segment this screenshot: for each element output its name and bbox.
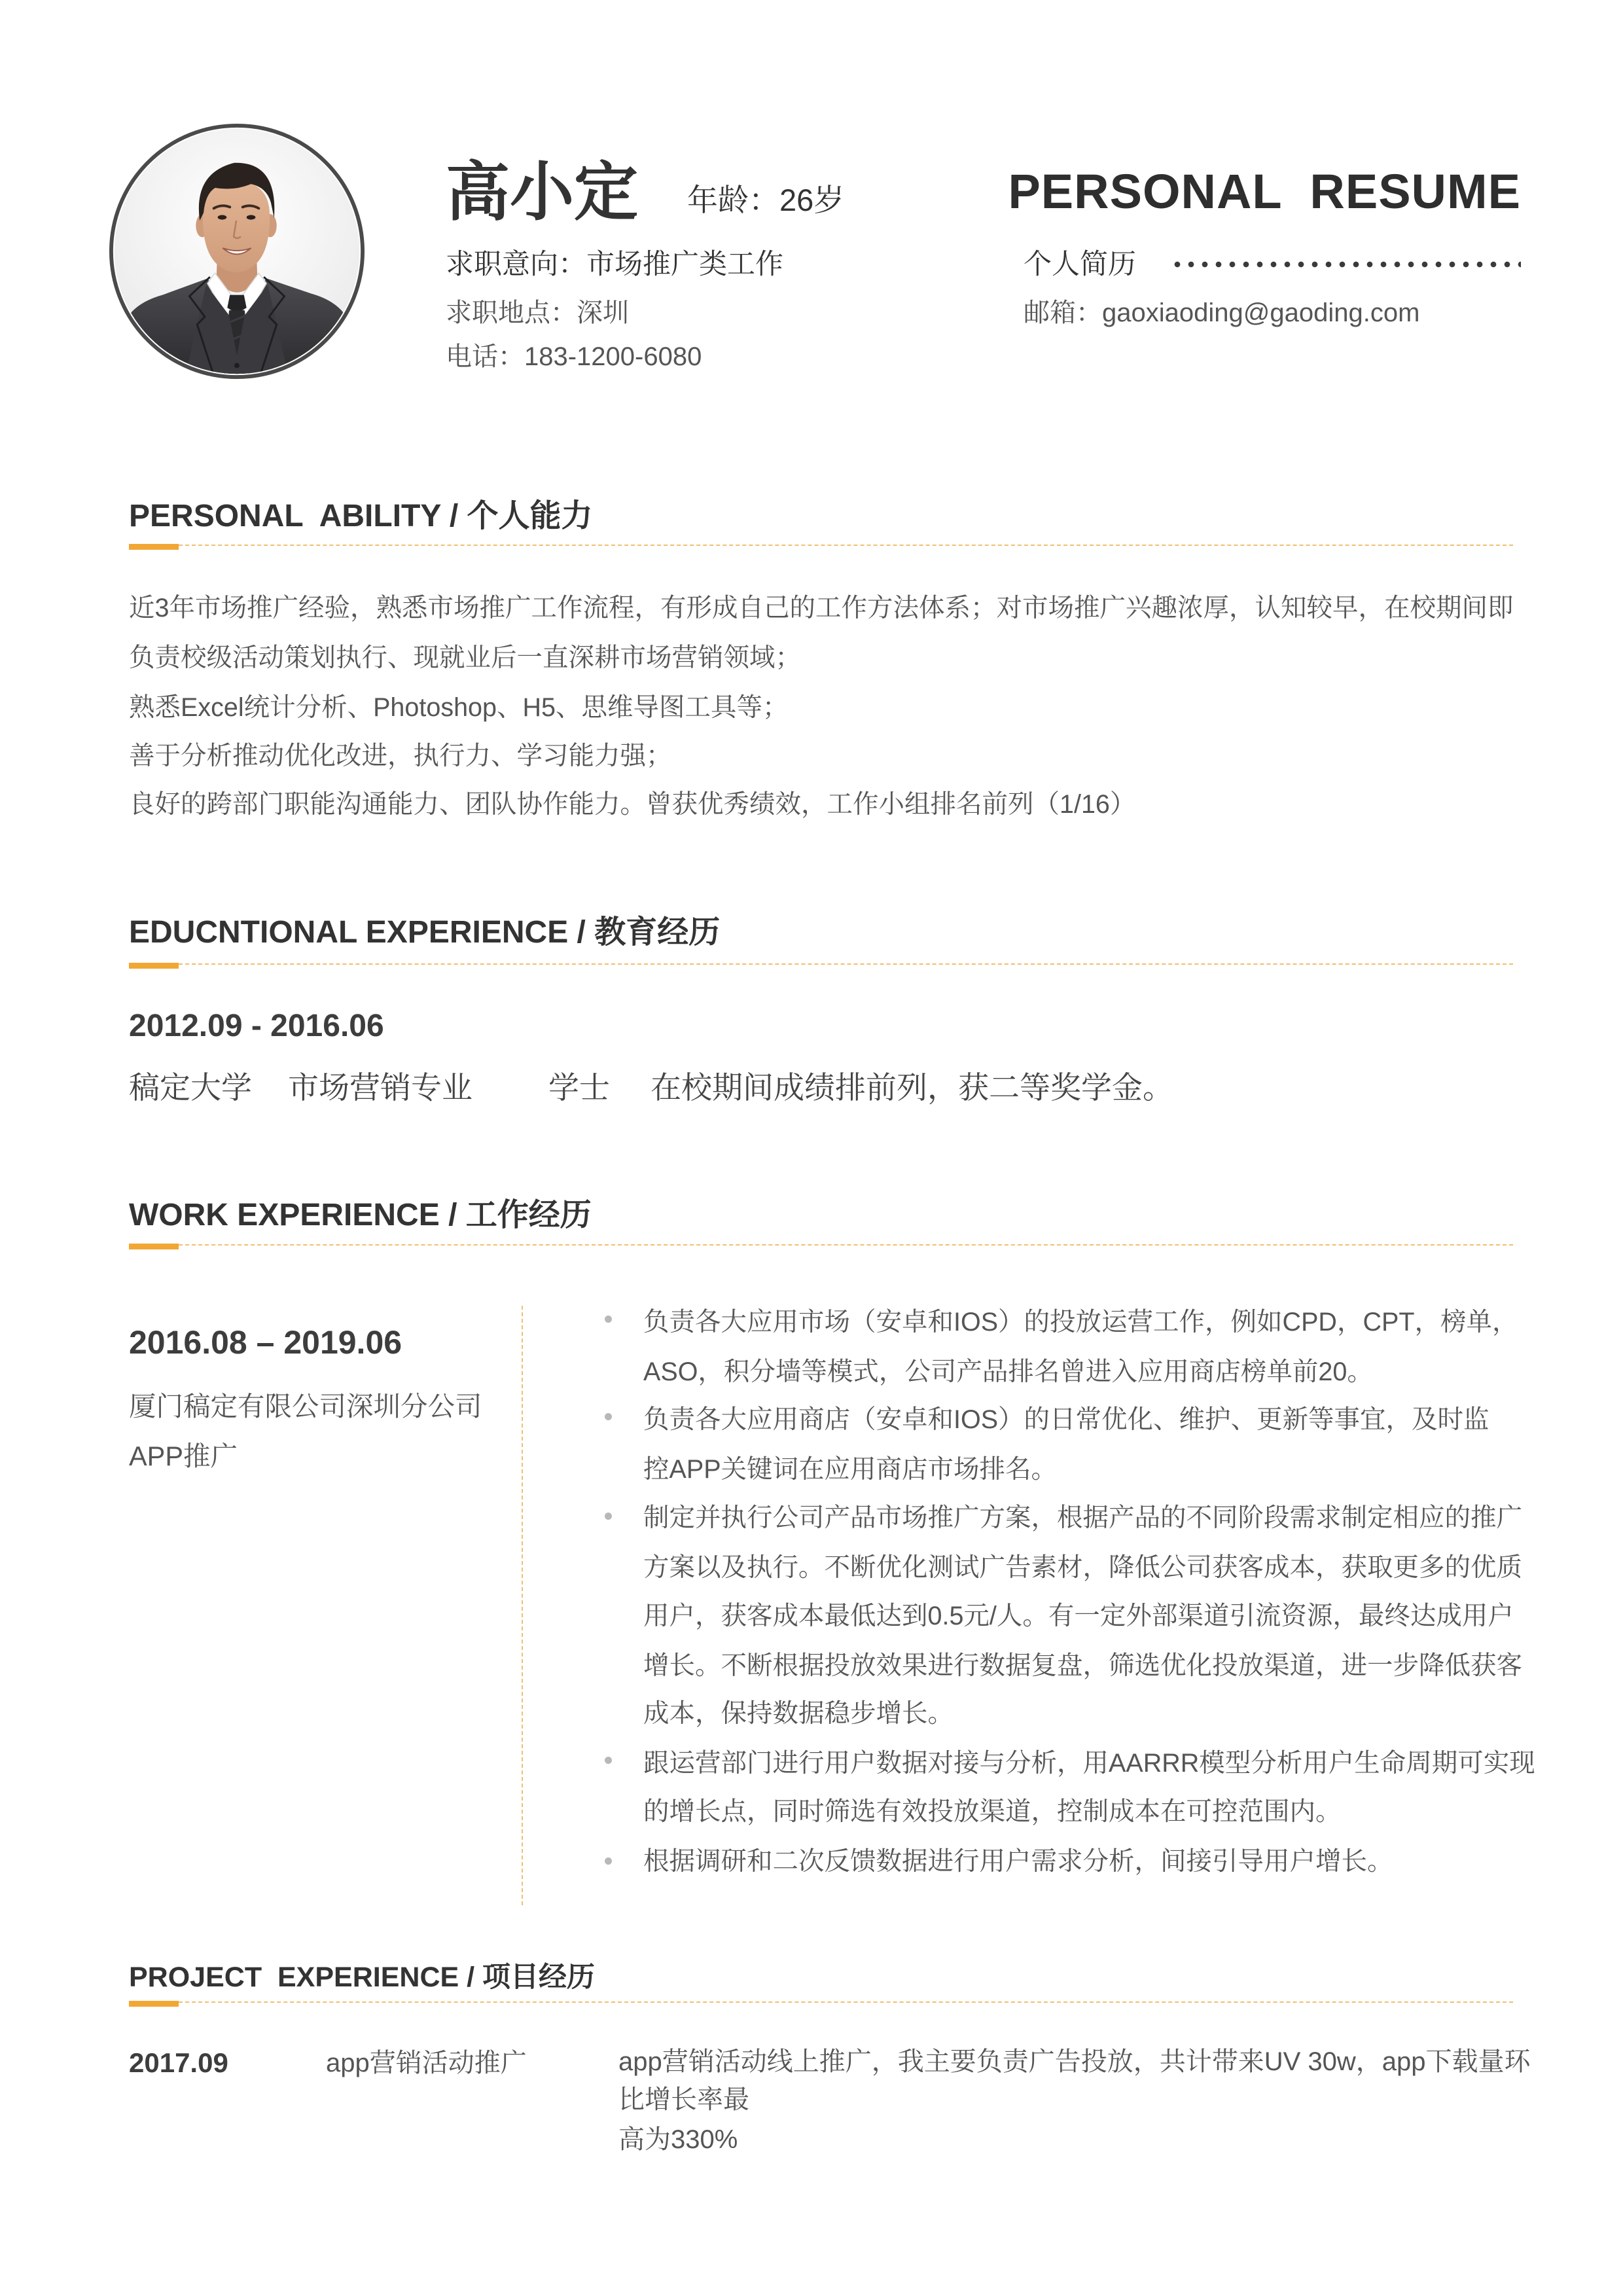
work-bullet-line: 根据调研和二次反馈数据进行用户需求分析，间接引导用户增长。: [643, 1847, 1393, 1876]
work-bullet-line: 跟运营部门进行用户数据对接与分析，用AARRR模型分析用户生命周期可实现: [643, 1749, 1535, 1778]
section-divider: [179, 963, 1513, 965]
project-desc-line: 高为330%: [618, 2125, 738, 2154]
ability-line: 善于分析推动优化改进，执行力、学习能力强；: [129, 742, 672, 770]
section-divider: [179, 1244, 1513, 1246]
job-intent: 求职意向：市场推广类工作: [446, 249, 783, 280]
bullet-dot: [605, 1857, 612, 1865]
work-bullet-line: 成本，保持数据稳步增长。: [643, 1699, 954, 1728]
email-address: 邮箱：gaoxiaoding@gaoding.com: [1024, 298, 1420, 327]
work-role: APP推广: [129, 1441, 238, 1471]
project-date: 2017.09: [129, 2047, 228, 2078]
job-location: 求职地点：深圳: [446, 298, 629, 327]
section-accent-bar: [129, 2001, 179, 2007]
section-heading-project: PROJECT EXPERIENCE / 项目经历: [129, 1962, 596, 1993]
section-accent-bar: [129, 1244, 179, 1249]
work-bullet-line: ASO，积分墙等模式，公司产品排名曾进入应用商店榜单前20。: [643, 1357, 1373, 1386]
work-bullet-line: 负责各大应用商店（安卓和IOS）的日常优化、维护、更新等事宜，及时监: [643, 1405, 1489, 1434]
section-accent-bar: [129, 963, 179, 969]
section-heading-ability: PERSONAL ABILITY / 个人能力: [129, 499, 593, 533]
candidate-name: 高小定: [446, 156, 639, 228]
education-major: 市场营销专业: [288, 1070, 473, 1105]
section-accent-bar: [129, 544, 179, 550]
education-note: 在校期间成绩排前列，获二等奖学金。: [651, 1070, 1173, 1105]
project-desc-line: 比增长率最: [618, 2085, 749, 2114]
work-period: 2016.08 – 2019.06: [129, 1324, 402, 1361]
section-heading-education: EDUCNTIONAL EXPERIENCE / 教育经历: [129, 915, 721, 950]
section-divider: [179, 545, 1513, 546]
bullet-dot: [605, 1757, 612, 1764]
bullet-dot: [605, 1316, 612, 1323]
avatar-eye-right: [247, 215, 256, 220]
resume-title-cn: 个人简历: [1024, 249, 1136, 280]
bullet-dot: [605, 1413, 612, 1420]
section-heading-work: WORK EXPERIENCE / 工作经历: [129, 1198, 592, 1232]
resume-title-en: PERSONAL RESUME: [1008, 164, 1521, 219]
work-bullet-line: 制定并执行公司产品市场推广方案，根据产品的不同阶段需求制定相应的推广: [643, 1503, 1522, 1532]
ability-line: 负责校级活动策划执行、现就业后一直深耕市场营销领域；: [129, 643, 801, 672]
project-desc-line: app营销活动线上推广，我主要负责广告投放，共计带来UV 30w，app下载量环: [618, 2047, 1531, 2076]
ability-line: 良好的跨部门职能沟通能力、团队协作能力。曾获优秀绩效，工作小组排名前列（1/16）: [129, 790, 1136, 819]
section-divider: [179, 2001, 1513, 2003]
project-name: app营销活动推广: [326, 2049, 527, 2077]
timeline-divider: [522, 1306, 523, 1905]
work-bullet-line: 的增长点，同时筛选有效投放渠道，控制成本在可控范围内。: [643, 1797, 1342, 1826]
ability-line: 近3年市场推广经验，熟悉市场推广工作流程，有形成自己的工作方法体系；对市场推广兴趣浓厚，认知较早，在校期间即: [129, 594, 1514, 622]
work-bullet-line: 方案以及执行。不断优化测试广告素材，降低公司获客成本，获取更多的优质: [643, 1553, 1522, 1582]
bullet-dot: [605, 1513, 612, 1520]
education-school: 稿定大学: [129, 1070, 252, 1105]
ability-line: 熟悉Excel统计分析、Photoshop、H5、思维导图工具等；: [129, 693, 789, 722]
phone-number: 电话：183-1200-6080: [446, 342, 702, 371]
education-period: 2012.09 - 2016.06: [129, 1009, 384, 1043]
work-company: 厦门稿定有限公司深圳分公司: [129, 1391, 482, 1422]
avatar-eye-left: [218, 215, 227, 220]
work-bullet-line: 负责各大应用市场（安卓和IOS）的投放运营工作，例如CPD，CPT，榜单，: [643, 1308, 1518, 1336]
candidate-age: 年龄：26岁: [687, 183, 845, 217]
avatar-face: [203, 181, 270, 272]
avatar: [109, 123, 365, 380]
work-bullet-line: 用户，获客成本最低达到0.5元/人。有一定外部渠道引流资源，最终达成用户: [643, 1602, 1514, 1630]
work-bullet-line: 控APP关键词在应用商店市场排名。: [643, 1455, 1058, 1484]
education-degree: 学士: [548, 1070, 610, 1105]
work-bullet-line: 增长。不断根据投放效果进行数据复盘，筛选优化投放渠道，进一步降低获客: [643, 1651, 1522, 1680]
dotted-leader: [1174, 261, 1521, 268]
